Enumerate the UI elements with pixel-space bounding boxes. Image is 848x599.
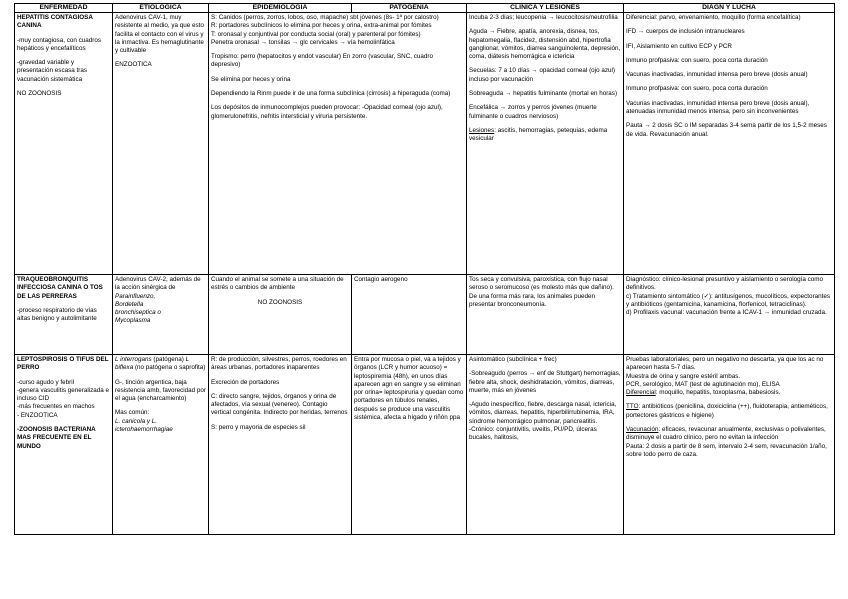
diagnosis-tto bbox=[626, 403, 832, 420]
etiology-agent: L. canicola y L. icterohaemorrhagiae bbox=[115, 417, 173, 434]
clinical-line: Encefálica → zorros y perros jóvenes (muerte fulminante o cuadros nerviosos) bbox=[469, 104, 597, 120]
epidemiology-line: T: oronasal y conjuntival por conducta social (oral) y parenteral por fómites) bbox=[211, 30, 421, 38]
disease-note: -más frecuentes en machos bbox=[17, 403, 95, 411]
epidemiology-line: Tropismo: perro (hepatocitos y endot vascular) En zorro (vascular, SNC, cuadro depresivo) bbox=[211, 53, 433, 69]
diferencial-label: Diferencial bbox=[626, 389, 656, 397]
etiology-cell bbox=[113, 275, 209, 355]
diferencial-text: : moquillo, hepatitis, toxoplasma, babesiosis. bbox=[655, 389, 781, 397]
pathogeny-text: Contagio aerogeno bbox=[354, 276, 408, 283]
disease-table bbox=[14, 3, 835, 535]
header-patogenia: PATOGENIA bbox=[352, 4, 467, 13]
clinical-line: Tos seca y convulsiva, paroxística, con flujo nasal seroso o seromucoso (es molesto más que dañino). De una forma más rara, los animales pueden presentar bronconeumonía. bbox=[469, 276, 614, 308]
etiology-text: Mas común: bbox=[115, 409, 150, 417]
epidemiology-line: Penetra oronasal → tonsilas → glc cervicales → vía hemolinfática bbox=[211, 38, 395, 46]
disease-note: -genera vasculitis generalizada e incluso CID bbox=[17, 386, 110, 403]
disease-tag: -ZOONOSIS BACTERIANA MAS FRECUENTE EN EL MUNDO bbox=[17, 426, 96, 450]
clinical-lesions bbox=[469, 127, 621, 144]
table-row bbox=[15, 355, 835, 535]
etiology-text: Adenovirus CAV-1, muy resistente al medio, ya que esto facilita el contacto con el virus y la inmactiva. Es hemaglutinante y cultivable bbox=[115, 14, 204, 55]
diagnosis-line: Diagnóstico: clínico-lesional presuntivo y aislamiento o serología como definitivos. bbox=[626, 276, 824, 292]
pathogeny-cell bbox=[352, 275, 467, 355]
diagnosis-pauta: Pauta: 2 dosis a partir de 8 sem, intervalo 2-4 sem, revacunación 1/año, sobre todo perro de caza. bbox=[626, 442, 827, 458]
pathogeny-cell bbox=[352, 355, 467, 535]
pathogeny-text: Entra por mucosa o piel, va a tejidos y órganos (LCR y humor acuoso) = leptospiremia (48h), en unos días aparecen agn en sangre y se eliminan por orina= leptospiruria y quedan como portadores en túbulos renales, después se produce una vasculitis sistémica, afecta a hígado y riñón ppa bbox=[354, 356, 464, 422]
epidemiology-line: C: directo sangre, tejidos, órganos y orina de afectados, vía sexual (venereo). Contagio vertical congénita. Indirecto por heridas, terrenos bbox=[211, 392, 348, 417]
diagnosis-line: Inmuno profpasiva: con suero, poca corta duración bbox=[626, 85, 768, 93]
disease-cell bbox=[15, 13, 113, 275]
epidemiology-cell bbox=[209, 355, 352, 535]
etiology-cell bbox=[113, 13, 209, 275]
lesions-text: : ascitis, hemorragias, petequias, edema vesicular bbox=[469, 126, 608, 143]
tto-label: TTO bbox=[626, 403, 639, 411]
diagnosis-line: d) Profilaxis vacunal: vacunación frente a ICAV-1 → inmunidad cruzada. bbox=[626, 309, 827, 317]
clinical-line: -Agudo inespecífico, fiebre, descarga nasal, ictericia, vómitos, diarreas, hepatitis, hiperbilirrubinemia, IRA, síndrome hemorrágico pulmonar, pancreatitis. bbox=[469, 401, 617, 425]
etiology-agent: Parainfluenzo, bbox=[115, 292, 156, 300]
diagnosis-line: Diferencial: parvo, envenamiento, moquillo (forma encefalítica) bbox=[626, 14, 801, 21]
header-etiologica: ETIOLOGICA bbox=[113, 4, 209, 13]
epidemiology-line: Se elimina por heces y orina bbox=[211, 75, 291, 83]
etiology-text: (no patógena o saprofita) bbox=[134, 364, 206, 372]
diagnosis-line: c) Tratamiento sintomático (✓): antitusígenos, mucolíticos, expectorantes y antibióticos (gentamicina, kanamicina, florfenicol, tetraciclinas). bbox=[626, 292, 831, 308]
disease-note: -curso agudo y febril bbox=[17, 378, 75, 386]
epidemiology-cell bbox=[209, 13, 467, 275]
header-clinica: CLINICA Y LESIONES bbox=[467, 4, 624, 13]
epidemiology-line: R: portadores subclínicos lo elimina por heces y orina, extra-animal por fómites bbox=[211, 22, 432, 30]
disease-title: HEPATITIS CONTAGIOSA CANINA bbox=[17, 14, 93, 30]
diagnosis-line: Muestra de orina y sangre estéril ambas. bbox=[626, 372, 741, 380]
clinical-cell bbox=[467, 275, 624, 355]
diagnosis-line: Pauta → 2 dosis SC o IM separadas 3-4 sema partir de los 1,5-2 meses de vida. Revacunación anual. bbox=[626, 122, 827, 138]
etiology-agent: L biflexa bbox=[115, 356, 189, 372]
diagnosis-vac bbox=[626, 426, 826, 441]
lesions-label: Lesiones bbox=[469, 126, 495, 134]
clinical-line: Asintomático (subclínica + frec) bbox=[469, 356, 557, 363]
diagnosis-cell bbox=[624, 275, 835, 355]
epidemiology-line: Excreción de portadores bbox=[211, 378, 280, 386]
header-enfermedad: ENFERMEDAD bbox=[15, 4, 113, 13]
header-diagnostico: DIAGN Y LUCHA bbox=[624, 4, 835, 13]
disease-note: -gravedad variable y presentación escasa tras vacunación sistemática bbox=[17, 59, 88, 83]
etiology-agent: L interrogans bbox=[115, 356, 152, 363]
clinical-line: Aguda → Fiebre, apatía, anorexia, disnea, tos, hepatomegalia, flacidez, distensión abd, hipertrofia ganglionar, vómitos, diarrea sanguinolenta, depresión, coma, diátesis hemorrágica e ictericia bbox=[469, 28, 621, 61]
epidemiology-line: Cuando el animal se somete a una situación de estrés o cambios de ambiente bbox=[211, 276, 344, 292]
epidemiology-cell bbox=[209, 275, 352, 355]
clinical-line: -Crónico: conjuntivitis, uveitis, PU/PD, úlceras bucales, halitosis, bbox=[469, 426, 597, 442]
header-row bbox=[15, 4, 835, 13]
diagnosis-line: PCR, serológico, MAT (test de aglutinación mo), ELISA bbox=[626, 380, 780, 388]
diagnosis-line: Inmuno profpasiva: con suero, poca corta duración bbox=[626, 56, 768, 64]
diagnosis-line: Pruebas laboratoriales, pero un negativo no descarta, ya que los ac no aparecen hasta 5-7 días. bbox=[626, 356, 824, 372]
clinical-cell bbox=[467, 13, 624, 275]
disease-note: -muy contagiosa, con cuadros hepáticos y encefalíticos bbox=[17, 36, 102, 52]
disease-note: -proceso respiratorio de vías altas benigno y autolimitante bbox=[17, 306, 97, 323]
epidemiology-line: Los depósitos de inmunocomplejos pueden provocar: -Opacidad corneal (ojo azul), glomerulonefritis, nefritis intersticial y viruria persistente. bbox=[211, 104, 443, 120]
etiology-text: G-, tinción argentica, baja resistencia amb, favorecidad por el agua (encharcamiento) bbox=[115, 378, 207, 403]
vac-text: : eficaces, revacunar anualmente, exclusivas o polivalentes, disminuye el cuadro clínico, pero no evitan la infección bbox=[626, 426, 826, 442]
table-row bbox=[15, 275, 835, 355]
vac-label: Vacunación bbox=[626, 426, 659, 434]
clinical-line: Secuelas: 7 a 10 días → opacidad corneal (ojo azul) incluso por vacunación bbox=[469, 67, 615, 83]
epidemiology-line: S: perro y mayoria de especies sil bbox=[211, 423, 306, 431]
disease-note: - ENZOOTICA bbox=[17, 411, 58, 419]
clinical-cell bbox=[467, 355, 624, 535]
etiology-block bbox=[115, 356, 206, 373]
disease-cell bbox=[15, 275, 113, 355]
diagnosis-line: IFI, Aislamiento en cultivo ECP y PCR bbox=[626, 42, 732, 50]
etiology-agent: bronchiseptica o bbox=[115, 309, 161, 317]
etiology-text: (patógena) bbox=[153, 356, 184, 363]
diagnosis-cell bbox=[624, 355, 835, 535]
disease-tag: NO ZOONOSIS bbox=[17, 90, 62, 98]
etiology-agent: Bordetella bbox=[115, 300, 144, 308]
zoonosis-tag: NO ZOONOSIS bbox=[257, 298, 303, 306]
epidemiology-line: S: Canidos (perros, zorros, lobos, oso, mapache) sbt jóvenes (8s- 1ª por calostro) bbox=[211, 14, 439, 21]
disease-title: TRAQUEOBRONQUITIS INFECCIOSA CANINA O TOS DE LAS PERRERAS bbox=[17, 276, 103, 300]
disease-cell bbox=[15, 355, 113, 535]
diagnosis-line: IFD → cuerpos de inclusión intranucleares bbox=[626, 28, 745, 36]
diagnosis-cell bbox=[624, 13, 835, 275]
epidemiology-line: R: de producción, silvestres, perros, roedores en áreas urbanas, portadores inaparentes bbox=[211, 356, 347, 372]
table-row bbox=[15, 13, 835, 275]
clinical-line: -Sobreagudo (perros → enf de Stuttgart) hemorragias, fiebre alta, shock, deshidratación, vómitos, diarreas, muerte, más en jóvenes bbox=[469, 370, 621, 394]
tto-text: : antibióticos (penicilina, doxiciclina (++), fluidoterapia, antieméticos, portectores gástricos e higiene) bbox=[626, 403, 828, 419]
header-epidemiologia: EPIDEMIOLOGIA bbox=[209, 4, 352, 13]
etiology-text: ENZOOTICA bbox=[115, 61, 152, 69]
etiology-agent: Mycoplasma bbox=[115, 317, 151, 325]
diagnosis-diferencial bbox=[626, 389, 832, 397]
etiology-text: Adenovirus CAV-2, además de la acción sinérgica de bbox=[115, 276, 201, 292]
diagnosis-line: Vacunas inactivadas, inmunidad intensa pero breve (dosis anual) bbox=[626, 71, 808, 79]
diagnosis-line: Vacunas inactivadas, inmunidad intensa pero breve (dosis anual), atenuadas inmunidad menos intensa, pero sin inconvenientes bbox=[626, 99, 810, 116]
clinical-line: Incuba 2-3 días; leucopenia → leucocitosis/neutrofilia bbox=[469, 14, 618, 21]
disease-title: LEPTOSPIROSIS O TIFUS DEL PERRO bbox=[17, 356, 109, 372]
clinical-line: Sobreaguda → hepatitis fulminante (mortal en horas) bbox=[469, 90, 618, 98]
etiology-cell bbox=[113, 355, 209, 535]
epidemiology-line: Dependiendo la Rinm puede ir de una forma subclínica (cirrosis) a hiperaguda (coma) bbox=[211, 90, 451, 98]
